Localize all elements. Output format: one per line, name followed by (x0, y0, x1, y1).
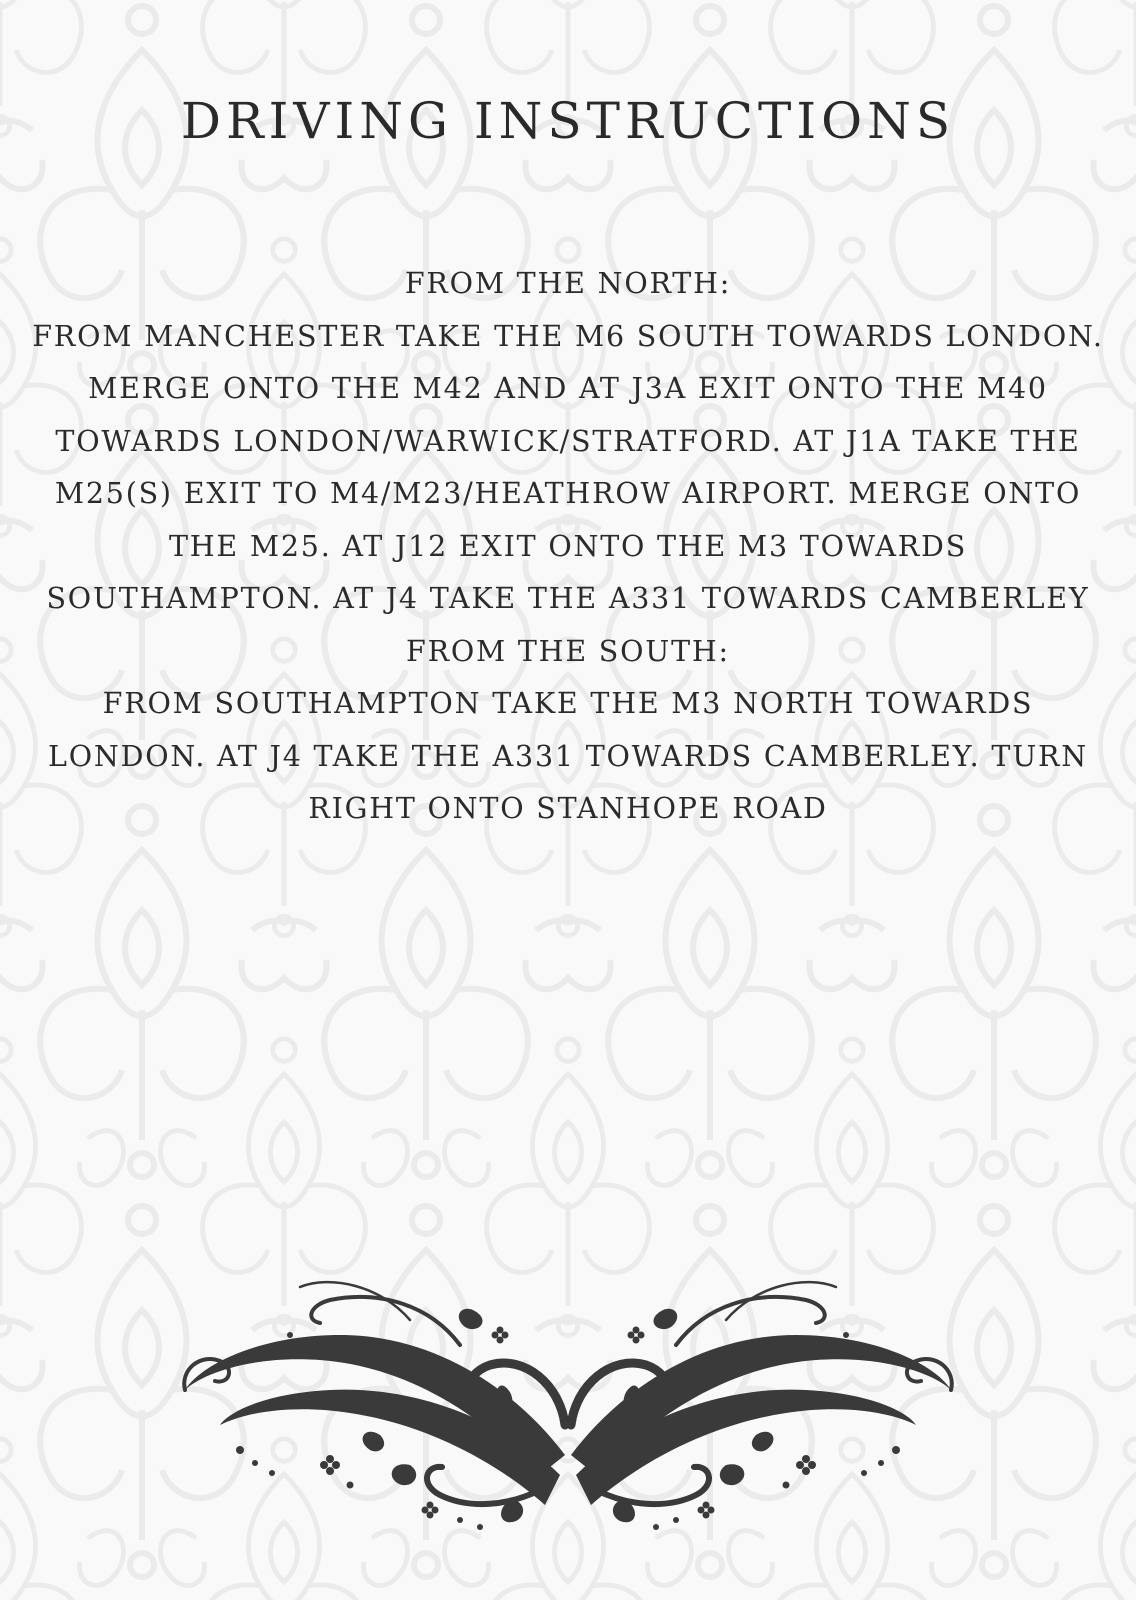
north-directions: FROM MANCHESTER TAKE THE M6 SOUTH TOWARDS LONDON. MERGE ONTO THE M42 AND AT J3A EXIT ONTO THE M40 TOWARDS LONDON/WARWICK/STRATFORD. AT J1A TAKE THE M25(S) EXIT TO M4/M23/HEATHROW AIRPORT. MERGE ONTO THE M25. AT J12 EXIT ONTO THE M3 TOWARDS SOUTHAMPTON. AT J4 TAKE THE A331 TOWARDS CAMBERLEY (32, 319, 1104, 615)
south-directions: FROM SOUTHAMPTON TAKE THE M3 NORTH TOWARDS LONDON. AT J4 TAKE THE A331 TOWARDS CAMBERLEY. TURN RIGHT ONTO STANHOPE ROAD (47, 687, 1089, 825)
floral-flourish-ornament (180, 1275, 956, 1535)
north-heading: FROM THE NORTH: (404, 267, 732, 300)
south-heading: FROM THE SOUTH: (406, 634, 730, 668)
page-title: DRIVING INSTRUCTIONS (180, 92, 956, 150)
instructions-body (30, 258, 1106, 836)
